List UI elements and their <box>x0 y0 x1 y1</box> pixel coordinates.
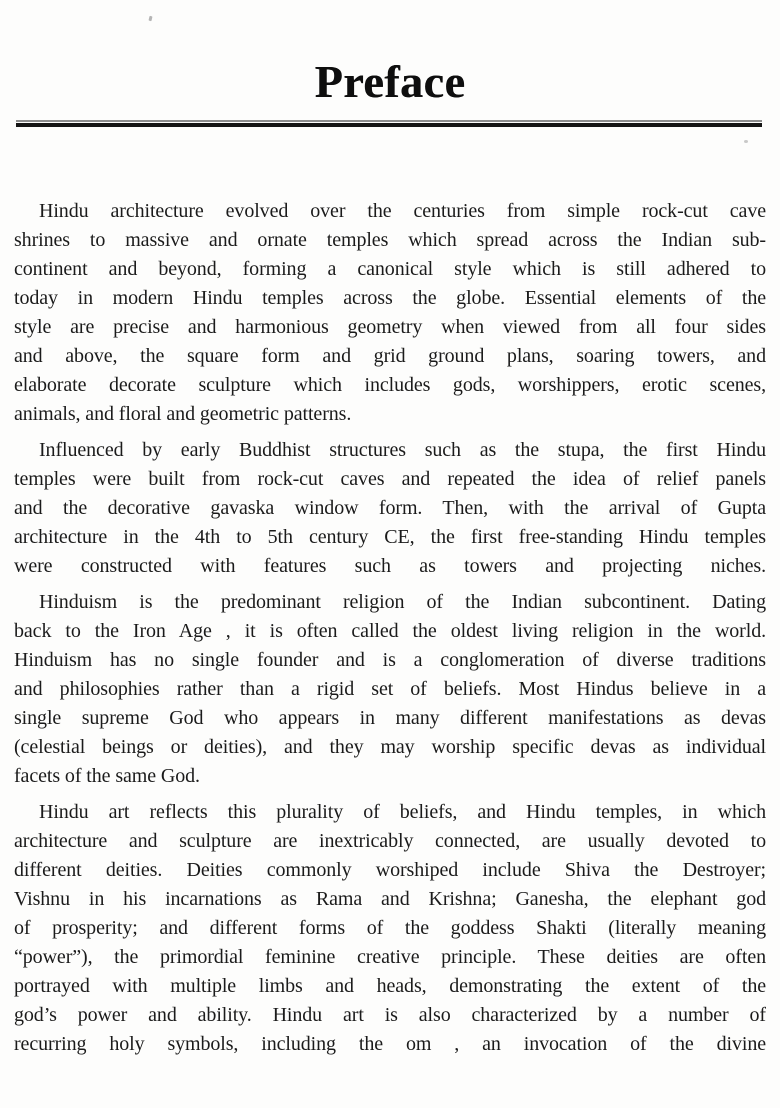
text-line: of prosperity; and different forms of the goddess Shakti (literally meaning <box>14 917 766 939</box>
scan-speck <box>148 16 152 22</box>
text-line: continent and beyond, forming a canonical style which is still adhered to <box>14 258 766 280</box>
text-line: Hinduism is the predominant religion of the Indian subcontinent. Dating <box>39 591 766 613</box>
preface-body <box>14 197 766 1066</box>
text-line: facets of the same God. <box>14 765 200 787</box>
text-line: were constructed with features such as towers and projecting niches. <box>14 555 766 577</box>
text-line: Vishnu in his incarnations as Rama and Krishna; Ganesha, the elephant god <box>14 888 766 910</box>
title-rule <box>16 120 762 127</box>
text-line: style are precise and harmonious geometry when viewed from all four sides <box>14 316 766 338</box>
text-line: portrayed with multiple limbs and heads, demonstrating the extent of the <box>14 975 766 997</box>
text-line: temples were built from rock-cut caves and repeated the idea of relief panels <box>14 468 766 490</box>
paragraph <box>14 798 766 1059</box>
text-line: Hindu architecture evolved over the centuries from simple rock-cut cave <box>39 200 766 222</box>
text-line: back to the Iron Age , it is often called the oldest living religion in the world. <box>14 620 766 642</box>
text-line: and the decorative gavaska window form. Then, with the arrival of Gupta <box>14 497 766 519</box>
text-line: god’s power and ability. Hindu art is also characterized by a number of <box>14 1004 766 1026</box>
text-line: Influenced by early Buddhist structures such as the stupa, the first Hindu <box>39 439 766 461</box>
page-title: Preface <box>314 56 466 107</box>
text-line: Hinduism has no single founder and is a conglomeration of diverse traditions <box>14 649 766 671</box>
text-line: elaborate decorate sculpture which includes gods, worshippers, erotic scenes, <box>14 374 766 396</box>
paragraph <box>14 197 766 429</box>
paragraph <box>14 436 766 581</box>
text-line: shrines to massive and ornate temples which spread across the Indian sub- <box>14 229 766 251</box>
paragraph <box>14 588 766 791</box>
text-line: and above, the square form and grid ground plans, soaring towers, and <box>14 345 766 367</box>
text-line: animals, and floral and geometric patterns. <box>14 403 352 425</box>
text-line: architecture and sculpture are inextricably connected, are usually devoted to <box>14 830 766 852</box>
text-line: “power”), the primordial feminine creative principle. These deities are often <box>14 946 766 968</box>
text-line: recurring holy symbols, including the om , an invocation of the divine <box>14 1033 766 1055</box>
text-line: architecture in the 4th to 5th century CE, the first free-standing Hindu temples <box>14 526 766 548</box>
text-line: Hindu art reflects this plurality of beliefs, and Hindu temples, in which <box>39 801 766 823</box>
text-line: today in modern Hindu temples across the globe. Essential elements of the <box>14 287 766 309</box>
title-rule-thick-line <box>16 123 762 127</box>
text-line: single supreme God who appears in many different manifestations as devas <box>14 707 766 729</box>
scan-speck <box>744 140 748 143</box>
title-rule-thin-line <box>16 120 762 122</box>
text-line: (celestial beings or deities), and they may worship specific devas as individual <box>14 736 766 758</box>
text-line: and philosophies rather than a rigid set of beliefs. Most Hindus believe in a <box>14 678 766 700</box>
text-line: different deities. Deities commonly worshiped include Shiva the Destroyer; <box>14 859 766 881</box>
